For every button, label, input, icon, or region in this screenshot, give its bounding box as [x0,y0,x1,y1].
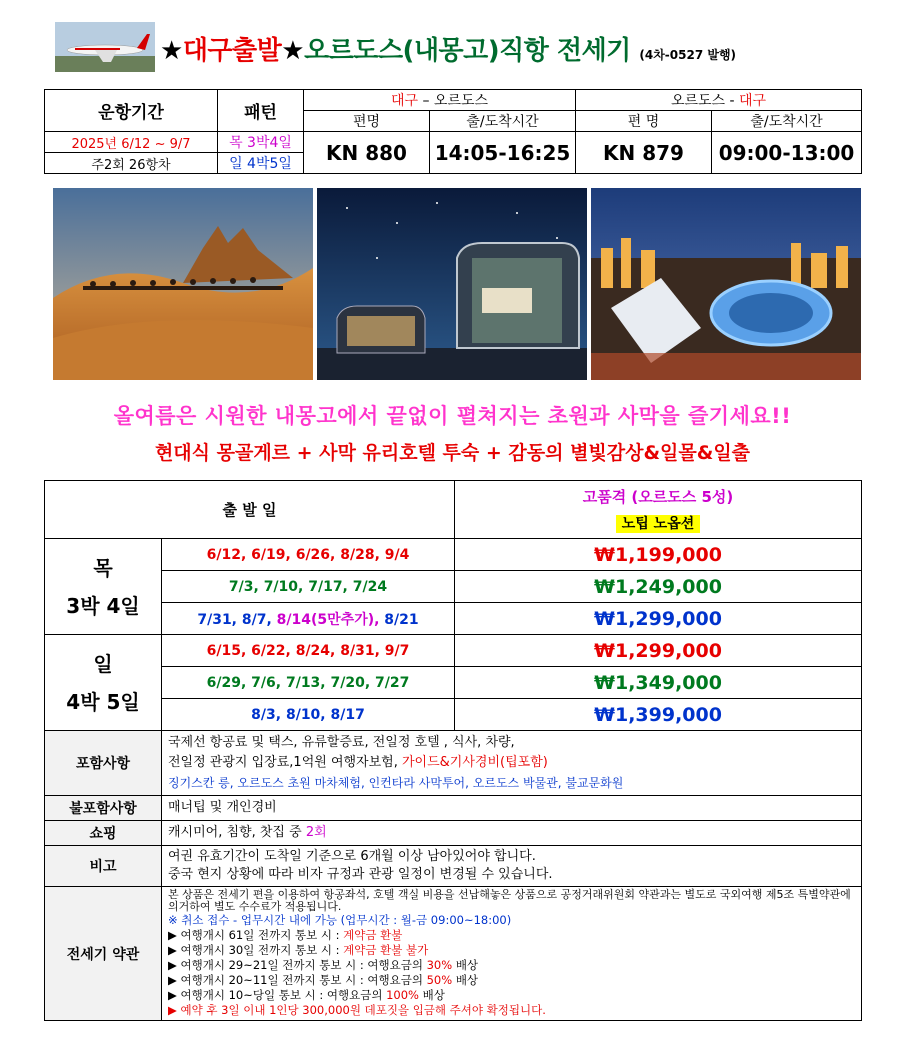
time-header-2: 출/도착시간 [712,111,862,132]
sun-group-label: 일 4박 5일 [45,635,162,731]
departure-header: 출 발 일 [45,481,455,539]
terms-text: 본 상품은 전세기 편을 이용하여 항공좌석, 호텔 객실 비용을 선납해놓은 상품으로 공정거래위원회 약관과는 별도로 국외여행 제5조 특별약관에 의거하여 별도 수수료가 적용됩니다. ※ 취소 접수 - 업무시간 내에 가능 (업무시간 : 월-금 09:00~18:00) ▶ 여행개시 61일 전까지 통보 시 : 계약금 환불 ▶ 여행개시 30일 전까지 통보 시 : 계약금 환불 불가 ▶ 여행개시 29~21일 전까지 통보 시 : 여행요금의 30% 배상 ▶ 여행개시 20~11일 전까지 통보 시 : 여행요금의 50% 배상 ▶ 여행개시 10~당일 통보 시 : 여행요금의 100% 배상 ▶ 예약 후 3일 이내 1인당 300,000원 데포짓을 입금해 주셔야 확정됩니다. [162,887,862,1021]
date-row: 6/12, 6/19, 6/26, 8/28, 9/4 [162,539,455,571]
pattern-thu: 목 3박4일 [218,132,304,153]
pattern-sun: 일 4박5일 [218,153,304,174]
airplane-image [55,22,155,72]
route-inbound: 오르도스 - 대구 [576,90,862,111]
outbound-flight-no: KN 880 [304,132,430,174]
ordos-city-night-photo [591,188,861,380]
flight-info-table [44,89,862,174]
glass-hotel-night-photo [317,188,587,380]
inbound-flight-no: KN 879 [576,132,712,174]
title-destination: 오르도스(내몽고)직항 전세기 [304,36,631,66]
date-row: 7/3, 7/10, 7/17, 7/24 [162,571,455,603]
date-row: 7/31, 8/7, 8/14(5만추가), 8/21 [162,603,455,635]
price-value: ₩1,249,000 [455,571,862,603]
desert-camel-photo [53,188,313,380]
period-frequency: 주2회 26항차 [45,153,218,174]
note-label: 비고 [45,846,162,887]
price-value: ₩1,299,000 [455,635,862,667]
date-row: 6/15, 6/22, 8/24, 8/31, 9/7 [162,635,455,667]
star-icon: ★ [281,36,305,66]
route-outbound: 대구 – 오르도스 [304,90,576,111]
excluded-label: 불포함사항 [45,796,162,821]
included-text: 국제선 항공료 및 택스, 유류할증료, 전일정 호텔 , 식사, 차량, 전일정 관광지 입장료,1억원 여행자보험, 가이드&기사경비(팁포함) 징기스칸 릉, 오르도스 초원 마차체험, 인컨타라 사막투어, 오르도스 박물관, 불교문화원 [162,731,862,796]
star-icon: ★ [160,36,183,66]
tagline-main: 올여름은 시원한 내몽고에서 끝없이 펼쳐지는 초원과 사막을 즐기세요!! [113,404,792,428]
terms-label: 전세기 약관 [45,887,162,1021]
period-header: 운항기간 [45,90,218,132]
price-value: ₩1,349,000 [455,667,862,699]
shopping-text: 캐시미어, 침향, 찻집 중 2회 [162,821,862,846]
title-subtitle: (4차-0527 발행) [639,48,737,62]
excluded-text: 매너팁 및 개인경비 [162,796,862,821]
pattern-header: 패턴 [218,90,304,132]
no-tip-badge: 노팁 노옵션 [616,515,701,533]
inbound-time: 09:00-13:00 [712,132,862,174]
date-row: 8/3, 8/10, 8/17 [162,699,455,731]
price-table [44,480,862,1021]
grade-header [455,481,862,539]
grade-title: 고품격 (오르도스 5성) [582,488,734,506]
flight-no-header: 편명 [304,111,430,132]
thu-group-label: 목 3박 4일 [45,539,162,635]
shopping-label: 쇼핑 [45,821,162,846]
date-row: 6/29, 7/6, 7/13, 7/20, 7/27 [162,667,455,699]
price-value: ₩1,199,000 [455,539,862,571]
period-dates: 2025년 6/12 ~ 9/7 [45,132,218,153]
tagline-highlights: 현대식 몽골게르 + 사막 유리호텔 투숙 + 감동의 별빛감상&일몰&일출 [154,442,751,464]
time-header: 출/도착시간 [430,111,576,132]
note-text: 여권 유효기간이 도착일 기준으로 6개월 이상 남아있어야 합니다. 중국 현지 상황에 따라 비자 규정과 관광 일정이 변경될 수 있습니다. [162,846,862,887]
title-origin: 대구출발 [182,36,282,66]
price-value: ₩1,299,000 [455,603,862,635]
flight-no-header-2: 편 명 [576,111,712,132]
included-label: 포함사항 [45,731,162,796]
page-title [160,30,736,67]
outbound-time: 14:05-16:25 [430,132,576,174]
price-value: ₩1,399,000 [455,699,862,731]
